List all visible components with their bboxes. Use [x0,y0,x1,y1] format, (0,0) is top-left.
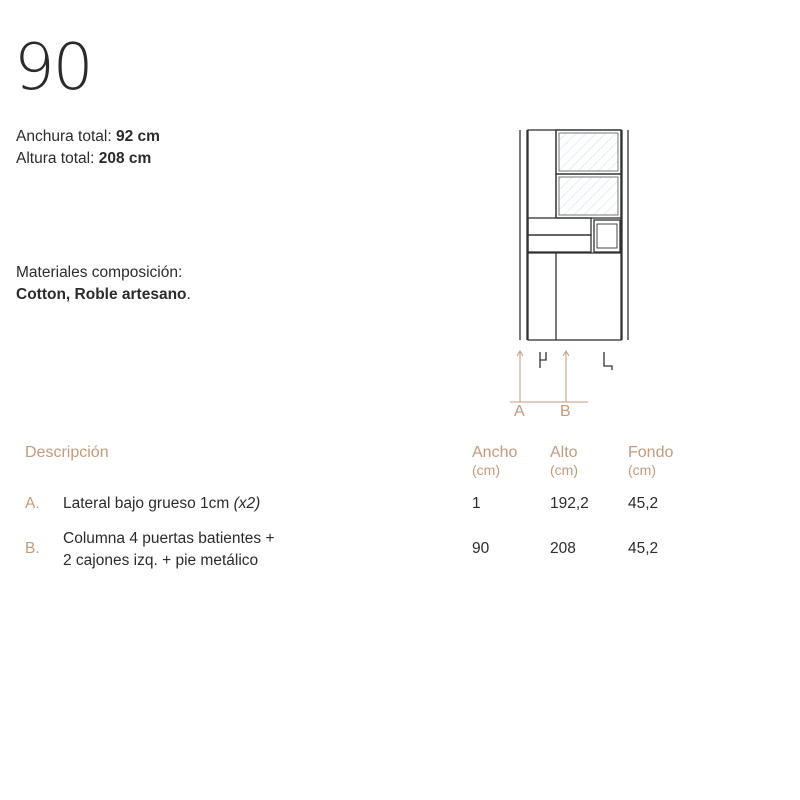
model-number: 90 [14,31,92,105]
header-depth-label: Fondo [628,444,674,461]
row-a-desc-italic: (x2) [233,495,261,512]
row-b-description [63,528,275,572]
total-height [16,148,160,170]
dimensions-block [16,126,160,170]
row-a-letter: A. [25,495,40,512]
total-height-value: 208 cm [98,150,152,167]
header-height-label: Alto [550,444,578,461]
row-a-desc-main: Lateral bajo grueso 1cm [63,495,234,512]
header-depth-unit: (cm) [628,462,656,478]
row-a-height: 192,2 [550,495,589,512]
glass-pane-lower [559,177,618,215]
materials-block [16,262,191,306]
row-a-depth: 45,2 [628,495,659,512]
row-b-width: 90 [472,540,490,557]
small-compartment [594,220,620,252]
row-a-width: 1 [472,495,481,512]
row-b-letter: B. [25,540,40,557]
materials-line [16,284,191,306]
header-width-unit: (cm) [472,462,500,478]
total-width-label: Anchura total: [16,128,112,145]
furniture-drawing [500,120,640,422]
metal-foot-right [604,352,612,370]
header-description: Descripción [25,444,109,461]
materials-suffix: . [186,286,191,303]
row-a-description [63,495,260,513]
header-width [472,444,517,478]
total-width [16,126,160,148]
total-width-value: 92 cm [115,128,160,145]
drawer-upper [528,218,591,235]
row-b-depth: 45,2 [628,540,659,557]
metal-foot-left [540,352,546,368]
header-depth [628,444,673,478]
header-height-unit: (cm) [550,462,578,478]
row-b-height: 208 [550,540,576,557]
header-height [550,444,578,478]
total-height-label: Altura total: [16,150,95,167]
row-b-desc-line2: 2 cajones izq. + pie metálico [63,552,259,569]
materials-value: Cotton, Roble artesano [16,286,187,303]
marker-a-label: A [514,403,525,420]
marker-b-label: B [560,403,571,420]
materials-label: Materiales composición: [16,264,183,281]
row-b-desc-main: Columna 4 puertas batientes + [63,530,275,547]
glass-pane-upper [559,133,618,171]
header-width-label: Ancho [472,444,518,461]
drawer-lower [528,235,591,252]
